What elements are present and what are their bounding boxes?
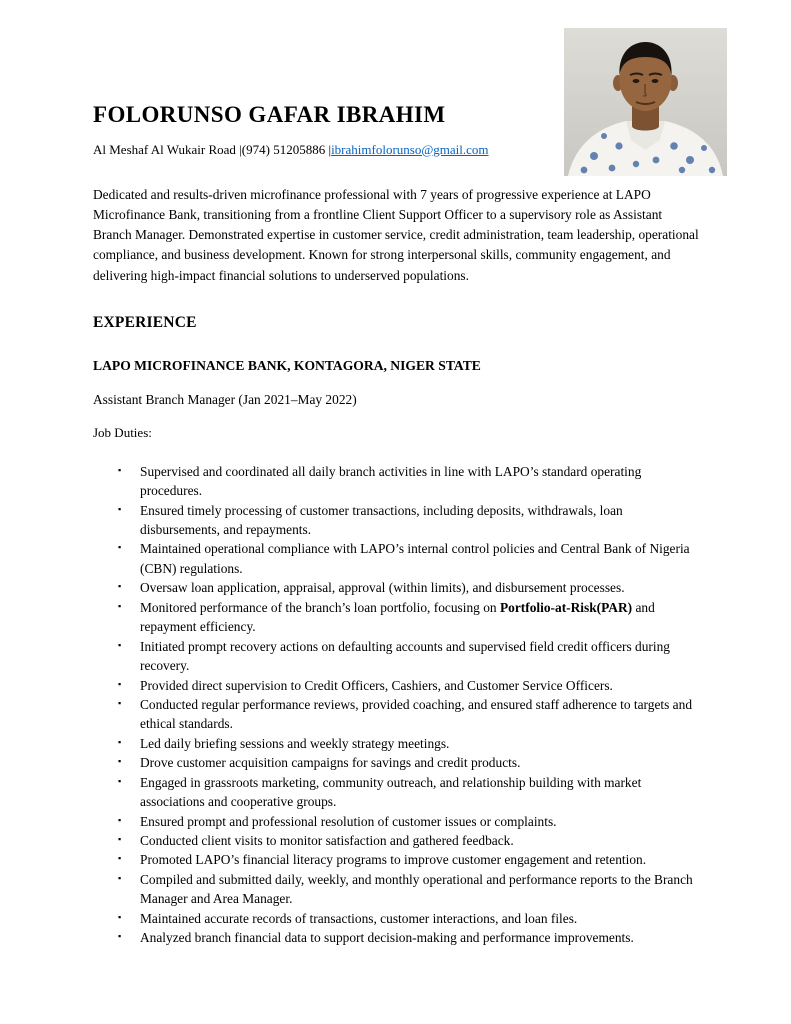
duty-item: ▪ Oversaw loan application, appraisal, approval (within limits), and disbursement processes.	[93, 578, 701, 597]
job-duties-label: Job Duties:	[93, 424, 152, 440]
contact-address-phone: Al Meshaf Al Wukair Road |(974) 51205886 |	[93, 141, 332, 157]
candidate-name: FOLORUNSO GAFAR IBRAHIM	[93, 102, 446, 127]
duty-item: ▪ Supervised and coordinated all daily branch activities in line with LAPO’s standard operating procedures.	[93, 462, 701, 501]
experience-heading: EXPERIENCE	[93, 313, 197, 331]
duty-item: ▪ Conducted client visits to monitor satisfaction and gathered feedback.	[93, 831, 701, 850]
duty-item: ▪ Analyzed branch financial data to support decision-making and performance improvements.	[93, 928, 701, 947]
duty-item	[93, 598, 701, 637]
duty-item: ▪ Engaged in grassroots marketing, community outreach, and relationship building with market associations and cooperative groups.	[93, 773, 701, 812]
duty-item: ▪ Provided direct supervision to Credit Officers, Cashiers, and Customer Service Officers.	[93, 676, 701, 695]
duty-item: ▪ Ensured timely processing of customer transactions, including deposits, withdrawals, loan disbursements, and repayments.	[93, 501, 701, 540]
duty-text-after: and repayment efficiency.	[140, 599, 655, 635]
profile-photo	[564, 28, 727, 176]
summary-paragraph: Dedicated and results-driven microfinance professional with 7 years of progressive experience at LAPO Microfinance Bank, transitioning from a frontline Client Support Officer to a supervisory role as Assistant Branch Manager. Demonstrated expertise in customer service, credit administration, team leadership, operational compliance, and business development. Known for strong interpersonal skills, community engagement, and delivering high-impact financial solutions to underserved populations.	[93, 187, 699, 283]
role-line: Assistant Branch Manager (Jan 2021–May 2022)	[93, 391, 357, 407]
duty-item: ▪ Conducted regular performance reviews, provided coaching, and ensured staff adherence to targets and ethical standards.	[93, 695, 701, 734]
duty-text-before: Monitored performance of the branch’s loan portfolio, focusing on	[140, 599, 500, 615]
email-link[interactable]: ibrahimfolorunso@gmail.com	[331, 141, 489, 157]
duty-item: ▪ Drove customer acquisition campaigns for savings and credit products.	[93, 753, 701, 772]
duty-text-bold: Portfolio-at-Risk(PAR)	[499, 599, 633, 615]
duty-item: ▪ Maintained operational compliance with LAPO’s internal control policies and Central Bank of Nigeria (CBN) regulations.	[93, 539, 701, 578]
duties-list	[93, 462, 701, 948]
duty-item: ▪ Compiled and submitted daily, weekly, and monthly operational and performance reports to the Branch Manager and Area Manager.	[93, 870, 701, 909]
duty-item: ▪ Led daily briefing sessions and weekly strategy meetings.	[93, 734, 701, 753]
duty-item: ▪ Maintained accurate records of transactions, customer interactions, and loan files.	[93, 909, 701, 928]
company-heading: LAPO MICROFINANCE BANK, KONTAGORA, NIGER STATE	[93, 357, 481, 373]
profile-photo-image	[564, 28, 727, 176]
duty-item: ▪ Ensured prompt and professional resolution of customer issues or complaints.	[93, 812, 701, 831]
duty-item: ▪ Promoted LAPO’s financial literacy programs to improve customer engagement and retention.	[93, 850, 701, 869]
duty-item: ▪ Initiated prompt recovery actions on defaulting accounts and supervised field credit officers during recovery.	[93, 637, 701, 676]
